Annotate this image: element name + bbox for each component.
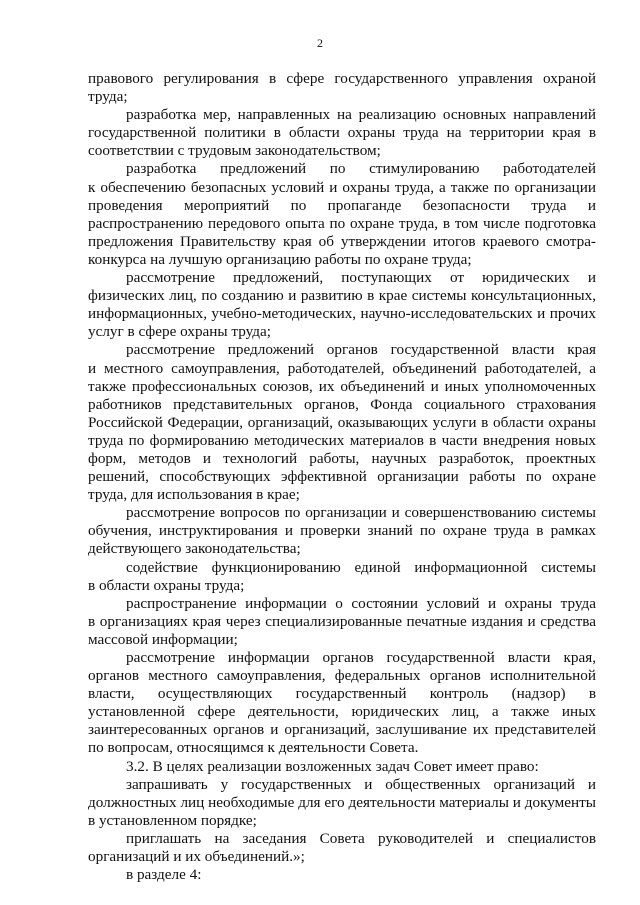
paragraph-6 [88, 504, 596, 558]
paragraph-11-rest: должностных лиц необходимые для его деятельности материалы и документы в установленном порядке; [88, 793, 596, 829]
paragraph-10-line-1: 3.2. В целях реализации возложенных задач Совет имеет право: [126, 757, 539, 775]
paragraph-10 [88, 758, 596, 776]
paragraph-2-line-1: разработка мер, направленных на реализацию основных направлений [126, 106, 596, 124]
paragraph-4 [88, 269, 596, 341]
paragraph-11-line-1: запрашивать у государственных и общественных организаций и [126, 775, 596, 793]
paragraph-8 [88, 595, 596, 649]
paragraph-7-rest: в области охраны труда; [88, 576, 245, 594]
paragraph-12-line-1: приглашать на заседания Совета руководителей и специалистов [126, 829, 596, 847]
paragraph-8-line-1: распространение информации о состоянии условий и охраны труда [126, 594, 596, 612]
paragraph-1 [88, 70, 596, 106]
paragraph-9-line-1: рассмотрение информации органов государственной власти края, [126, 649, 596, 666]
paragraph-5-rest: и местного самоуправления, работодателей, объединений работодателей, а также профессиональных союзов, их объединений и иных уполномоченных работников представительных органов, Фонда социального страхования Российской Федерации, организаций, оказывающих услуги в области охраны труда по формированию методических материалов в части внедрения новых форм, методов и технологий работы, научных разработок, проектных решений, способствующих эффективной организации работы по охране труда, для использования в крае; [88, 359, 596, 504]
paragraph-5-line-1: рассмотрение предложений органов государственной власти края [126, 341, 596, 359]
page-number: 2 [317, 36, 323, 50]
paragraph-13-line-1: в разделе 4: [126, 866, 202, 884]
paragraph-5 [88, 341, 596, 504]
paragraph-12-rest: организаций и их объединений.»; [88, 848, 305, 866]
paragraph-4-rest: физических лиц, по созданию и развитию в крае системы консультационных, информационных, учебно-методических, научно-исследовательских и прочих услуг в сфере охраны труда; [88, 287, 596, 341]
paragraph-3-line-1: разработка предложений по стимулированию работодателей [126, 160, 596, 178]
paragraph-2-rest: государственной политики в области охраны труда на территории края в соответствии с трудовым законодательством; [88, 124, 596, 160]
paragraph-7-line-1: содействие функционированию единой информационной системы [126, 558, 596, 576]
paragraph-12 [88, 830, 596, 866]
paragraph-1-line-1: правового регулирования в сфере государственного управления охраной [88, 70, 596, 87]
paragraph-3 [88, 160, 596, 269]
paragraph-1-rest: труда; [88, 88, 128, 106]
paragraph-3-rest: к обеспечению безопасных условий и охраны труда, а также по организации проведения мероприятий по пропаганде безопасности труда и распространению передового опыта по охране труда, в том числе подготовка предложения Правительству края об утверждении итогов краевого смотра-конкурса на лучшую организацию работы по охране труда; [88, 178, 596, 268]
paragraph-11 [88, 776, 596, 830]
paragraph-13 [88, 866, 596, 884]
paragraph-4-line-1: рассмотрение предложений, поступающих от юридических и [126, 269, 596, 287]
paragraph-6-rest: обучения, инструктирования и проверки знаний по охране труда в рамках действующего законодательства; [88, 522, 596, 558]
paragraph-8-rest: в организациях края через специализированные печатные издания и средства массовой информации; [88, 612, 596, 648]
paragraph-7 [88, 559, 596, 595]
paragraph-2 [88, 106, 596, 160]
paragraph-9 [88, 649, 596, 758]
paragraph-9-rest: органов местного самоуправления, федеральных органов исполнительной власти, осуществляющих государственный контроль (надзор) в установленной сфере деятельности, юридических лиц, а также иных заинтересованных органов и организаций, заслушивание их представителей по вопросам, относящимся к деятельности Совета. [88, 667, 596, 757]
document-body [88, 70, 596, 884]
paragraph-6-line-1: рассмотрение вопросов по организации и совершенствованию системы [126, 504, 596, 522]
